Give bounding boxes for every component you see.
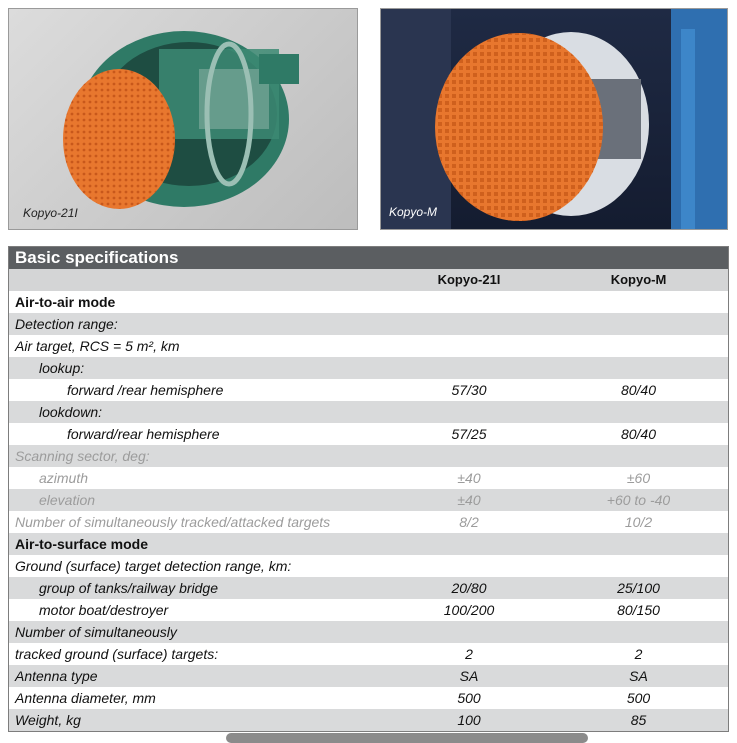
row-label: Antenna type: [15, 668, 98, 684]
table-row: [9, 401, 728, 423]
value-kopyo-m: [549, 533, 728, 555]
value-kopyo-21i: [389, 291, 549, 313]
photo-kopyo-m: [380, 8, 728, 230]
table-row: [9, 511, 728, 533]
photo-caption: Kopyo-21I: [23, 206, 78, 220]
table-body: [9, 291, 728, 731]
row-label: forward/rear hemisphere: [67, 426, 220, 442]
header-kopyo-m: Kopyo-M: [610, 272, 667, 287]
table-row: [9, 291, 728, 313]
table-row: [9, 555, 728, 577]
table-row: [9, 643, 728, 665]
value-kopyo-m: +60 to -40: [606, 492, 671, 508]
row-label: lookup:: [39, 360, 85, 376]
row-label: Air target, RCS = 5 m², km: [15, 338, 180, 354]
value-kopyo-21i: 57/30: [451, 382, 487, 398]
row-label: Ground (surface) target detection range, km:: [15, 558, 292, 574]
value-kopyo-m: 2: [634, 646, 643, 662]
photo-kopyo-21i: [8, 8, 358, 230]
value-kopyo-m: [549, 621, 728, 643]
table-row: [9, 687, 728, 709]
table-row: [9, 445, 728, 467]
value-kopyo-21i: [389, 313, 549, 335]
value-kopyo-m: 500: [626, 690, 651, 706]
value-kopyo-m: [549, 313, 728, 335]
value-kopyo-m: [549, 555, 728, 577]
value-kopyo-m: [549, 291, 728, 313]
value-kopyo-21i: [389, 401, 549, 423]
value-kopyo-21i: 500: [457, 690, 481, 706]
row-label: lookdown:: [39, 404, 103, 420]
value-kopyo-m: [549, 401, 728, 423]
watermark-bar: [226, 733, 588, 743]
table-row: [9, 379, 728, 401]
table-row: [9, 709, 728, 731]
table-row: [9, 665, 728, 687]
value-kopyo-m: 25/100: [617, 580, 660, 596]
value-kopyo-m: ±60: [626, 470, 651, 486]
row-label: Scanning sector, deg:: [15, 448, 150, 464]
row-label: elevation: [39, 492, 96, 508]
table-row: [9, 533, 728, 555]
table-row: [9, 467, 728, 489]
photo-caption: Kopyo-M: [389, 205, 438, 219]
value-kopyo-21i: [389, 533, 549, 555]
row-label: forward /rear hemisphere: [67, 382, 224, 398]
header-kopyo-21i: Kopyo-21I: [437, 272, 501, 287]
value-kopyo-m: SA: [629, 668, 648, 684]
table-row: [9, 423, 728, 445]
value-kopyo-21i: 8/2: [459, 514, 479, 530]
table-header-row: [9, 269, 728, 291]
value-kopyo-21i: ±40: [457, 470, 481, 486]
row-label: tracked ground (surface) targets:: [15, 646, 219, 662]
value-kopyo-m: 80/40: [620, 426, 657, 442]
row-label: motor boat/destroyer: [39, 602, 169, 618]
value-kopyo-21i: SA: [459, 668, 479, 684]
row-label: Air-to-air mode: [15, 294, 116, 310]
table-row: [9, 489, 728, 511]
specifications-table: [8, 246, 729, 732]
value-kopyo-m: [549, 357, 728, 379]
value-kopyo-21i: [389, 335, 549, 357]
value-kopyo-21i: 2: [465, 646, 473, 662]
table-row: [9, 313, 728, 335]
row-label: Number of simultaneously tracked/attacked targets: [15, 514, 331, 530]
antenna-disc: [435, 33, 603, 221]
value-kopyo-21i: [389, 621, 549, 643]
value-kopyo-21i: [389, 445, 549, 467]
value-kopyo-21i: [389, 555, 549, 577]
table-row: [9, 577, 728, 599]
table-row: [9, 335, 728, 357]
kopyo-21i-radar-illustration: [9, 9, 357, 229]
header-label: [9, 269, 389, 291]
value-kopyo-21i: 57/25: [451, 426, 487, 442]
value-kopyo-21i: 20/80: [451, 580, 487, 596]
value-kopyo-m: 80/150: [617, 602, 660, 618]
value-kopyo-m: [549, 445, 728, 467]
table-row: [9, 357, 728, 379]
row-label: Detection range:: [15, 316, 118, 332]
value-kopyo-21i: 100/200: [443, 602, 495, 618]
table-row: [9, 621, 728, 643]
row-label: group of tanks/railway bridge: [39, 580, 218, 596]
value-kopyo-m: [549, 335, 728, 357]
row-label: Antenna diameter, mm: [15, 690, 156, 706]
value-kopyo-21i: 100: [457, 712, 481, 728]
table-row: [9, 599, 728, 621]
value-kopyo-21i: ±40: [457, 492, 481, 508]
table-title: Basic specifications: [9, 247, 728, 269]
value-kopyo-21i: [389, 357, 549, 379]
antenna-disc: [63, 69, 175, 209]
row-label: azimuth: [39, 470, 89, 486]
row-label: Number of simultaneously: [15, 624, 177, 640]
value-kopyo-m: 85: [630, 712, 647, 728]
value-kopyo-m: 10/2: [624, 514, 653, 530]
row-label: Weight, kg: [15, 712, 81, 728]
row-label: Air-to-surface mode: [15, 536, 149, 552]
value-kopyo-m: 80/40: [620, 382, 657, 398]
kopyo-m-radar-illustration: [381, 9, 727, 229]
